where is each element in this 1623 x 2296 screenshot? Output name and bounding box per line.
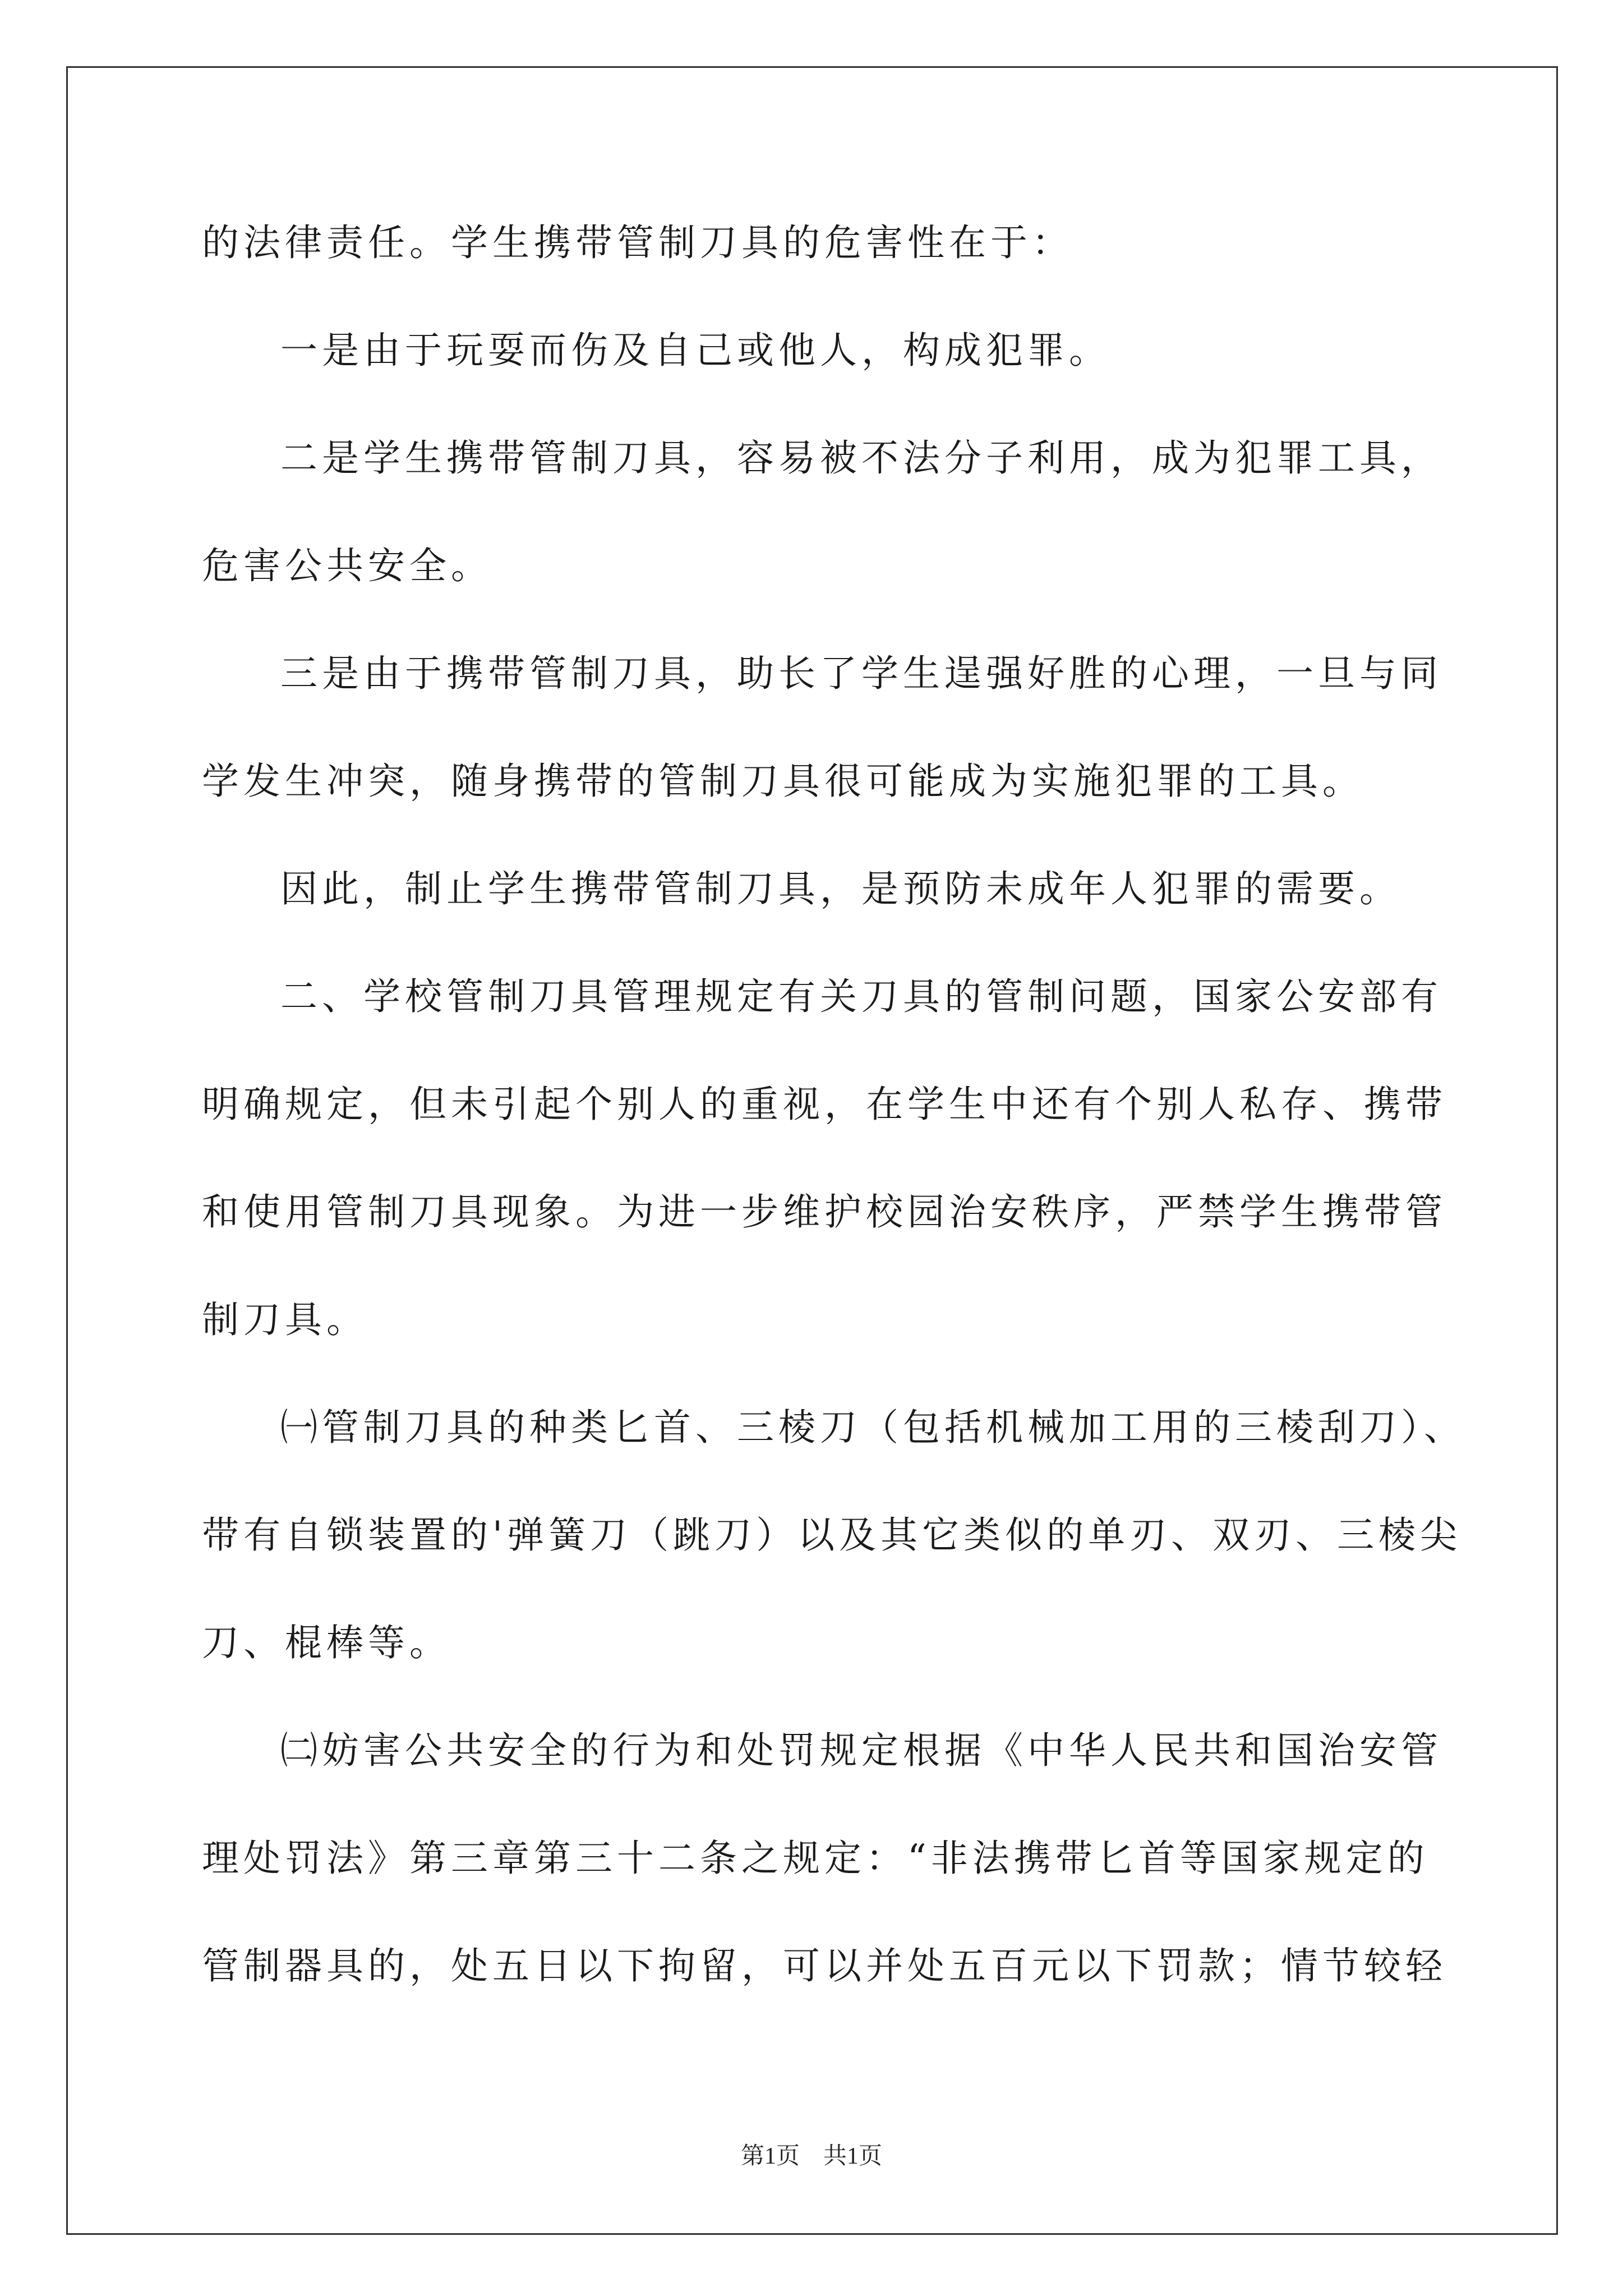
- page-border: [66, 66, 1558, 2235]
- text-line: 制刀具。: [202, 1298, 368, 1341]
- text-line: 危害公共安全。: [202, 544, 492, 587]
- text-line: ㈠管制刀具的种类匕首、三棱刀（包括机械加工用的三棱刮刀）、: [280, 1406, 1465, 1449]
- text-line: 二、学校管制刀具管理规定有关刀具的管制问题，国家公安部有: [280, 975, 1442, 1018]
- text-line: 一是由于玩耍而伤及自己或他人，构成犯罪。: [280, 329, 1110, 372]
- page-footer: 第1页 共1页: [740, 2143, 882, 2169]
- text-line: ㈡妨害公共安全的行为和处罚规定根据《中华人民共和国治安管: [280, 1729, 1442, 1772]
- text-line: 明确规定，但未引起个别人的重视，在学生中还有个别人私存、携带: [202, 1083, 1447, 1126]
- text-line: 理处罚法》第三章第三十二条之规定：“非法携带匕首等国家规定的: [202, 1837, 1429, 1880]
- text-line: 刀、棍棒等。: [202, 1621, 451, 1664]
- text-line: 二是学生携带管制刀具，容易被不法分子利用，成为犯罪工具，: [280, 436, 1442, 480]
- text-line: 的法律责任。学生携带管制刀具的危害性在于：: [202, 221, 1073, 264]
- text-line: 三是由于携带管制刀具，助长了学生逞强好胜的心理，一旦与同: [280, 652, 1442, 695]
- text-line: 学发生冲突，随身携带的管制刀具很可能成为实施犯罪的工具。: [202, 760, 1364, 803]
- text-line: 带有自锁装置的'弹簧刀（跳刀）以及其它类似的单刃、双刃、三棱尖: [202, 1513, 1462, 1557]
- text-line: 管制器具的，处五日以下拘留，可以并处五百元以下罚款；情节较轻: [202, 1944, 1447, 1987]
- text-line: 因此，制止学生携带管制刀具，是预防未成年人犯罪的需要。: [280, 867, 1401, 910]
- text-line: 和使用管制刀具现象。为进一步维护校园治安秩序，严禁学生携带管: [202, 1190, 1447, 1234]
